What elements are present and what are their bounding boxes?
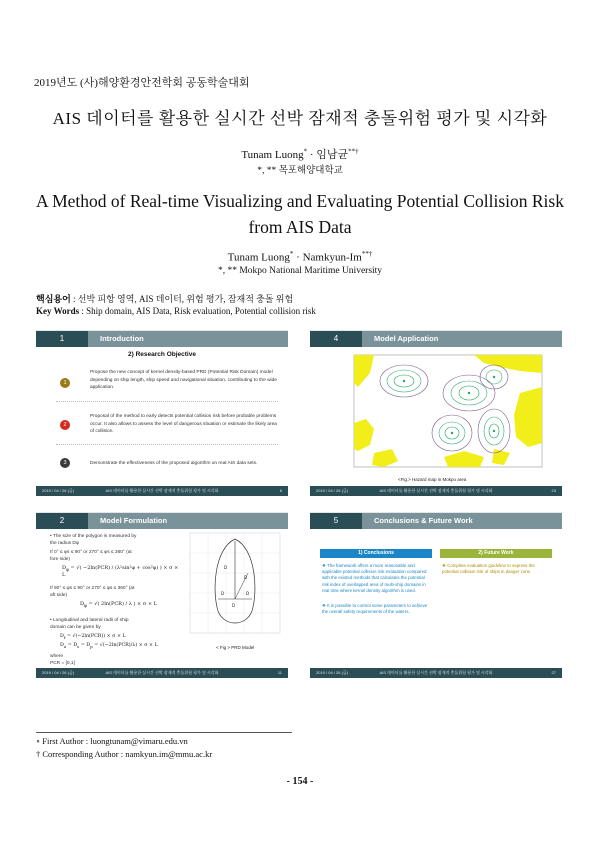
formulation-line-2: the radius Dφ [50,541,79,546]
slide-footer: 2019 / 04 / 26 (금) AIS 데이터를 활용한 실시간 선박 잠재적 충돌위험 평가 및 시각화 11 [36,668,288,678]
bullet-2: 2 [60,420,70,430]
slide-title: Conclusions & Future Work [362,513,562,529]
slide-title: Model Formulation [88,513,288,529]
objective-3: Demonstrate the effectiveness of the proposed algorithm on real AIS data sets. [90,461,258,466]
formulation-line-9: where [50,654,64,659]
svg-text:D: D [221,591,225,596]
slide-title: Model Application [362,331,562,347]
english-title: A Method of Real-time Visualizing and Evaluating Potential Collision Risk from AIS Data [36,191,564,237]
formulation-line-8: domain can be given by [50,625,101,630]
slide-number: 1 [36,331,88,347]
formulation-line-6: aft side) [50,593,68,598]
formulation-line-7: • Longitudinal and lateral radii of ship [50,618,129,623]
svg-text:D: D [246,591,250,596]
formulation-line-1: • The size of the polygon is measured by [50,534,137,539]
conclusion-2: ❖ It is possible to control some parameters to achieve the overall safety requirements of the waters. [322,603,428,615]
slide-number: 4 [310,331,362,347]
conclusion-1: ❖ The framework offers a more reasonable and applicable potential collision risk evaluation compared with the existed methods that calculates the potential risk index of overlapped area of multi-ship domains in real time where kernel density algorithm is used. [322,563,427,593]
korean-keywords: 핵심용어 : 선박 피항 영역, AIS 데이터, 위험 평가, 잠재적 충돌 위험 [36,294,294,304]
hazard-map-figure [344,353,544,473]
formulation-line-3: If 0° ≤ φs ≤ 90° or 270° ≤ φs ≤ 360° (at [50,550,132,555]
bullet-1: 1 [60,378,70,388]
svg-text:D: D [232,603,236,608]
equation-aft: $D_\varphi$ = √( 2ln(PCR) / λ ) × σ × L [80,601,157,608]
footnote-first-author: ∘ First Author : luongtunam@vimaru.edu.vn [36,736,188,746]
figure-caption: < Fig > PRD Model [216,645,255,650]
english-affiliation: *, ** Mokpo National Maritime University [217,266,383,276]
conclusions-tag: 1) Conclusions [320,549,432,558]
slide-footer: 2019 / 04 / 26 (금) AIS 데이터를 활용한 실시간 선박 잠재적 충돌위험 평가 및 시각화 23 [310,486,562,496]
footnote-rule [36,732,292,733]
slide-model-application [310,330,562,496]
page-number: - 154 - [286,776,314,787]
svg-text:D: D [244,575,248,580]
slide-number: 5 [310,513,362,529]
equation-radii: $D_f = √(-2\ln(PCR)) \times \sigma \times L$ $D_a = D_s = D_p = √(-2\ln(PCR)/\lambda) \times \sigma \times L$ [60,634,158,649]
slide-introduction [36,330,288,496]
slide-conclusions [310,512,562,678]
slide-model-formulation [36,512,288,678]
slide-number: 2 [36,513,88,529]
english-keywords: Key Words : Ship domain, AIS Data, Risk evaluation, Potential collision risk [36,306,316,316]
slide-footer: 2019 / 04 / 26 (금) AIS 데이터를 활용한 실시간 선박 잠재적 충돌위험 평가 및 시각화 6 [36,486,288,496]
prd-model-figure [186,531,282,643]
korean-affiliation: *, ** 목포해양대학교 [257,166,343,176]
korean-title: AIS 데이터를 활용한 실시간 선박 잠재적 충돌위험 평가 및 시각화 [52,109,548,128]
svg-text:D: D [224,565,228,570]
future-work-tag: 2) Future Work [440,549,552,558]
footnote-corresponding-author: † Corresponding Author : namkyun.im@mmu.ac.kr [36,749,213,759]
equation-fore: $D_\varphi$ = √( −2ln(PCR) / (λ²sin²φ + cos²φ) ) × σ × L [62,565,179,578]
formulation-line-4: fore side) [50,557,70,562]
slide-subtitle: 2) Research Objective [128,351,196,358]
objective-2: Proposal of the method to early detects potential collision risk before probable problems occur. It also allows to assess the level of dangerous situation or estimate the likely area of collision. [90,414,277,434]
conference-header: 2019년도 (사)해양환경안전학회 공동학술대회 [34,77,250,89]
formulation-line-5: If 90° ≤ φs ≤ 90° or 270° ≤ φs ≤ 360° (at [50,586,135,591]
bullet-3: 3 [60,458,70,468]
korean-authors: Tunam Luong* · 임남균**† [241,147,359,161]
future-work-1: ❖ Complete evaluation guideline to express the potential collision risk of ships in danger zone. [442,563,535,575]
english-authors: Tunam Luong* · Namkyun-Im**† [227,250,373,264]
objective-1: Propose the new concept of kernel density-based PRD (Potential Risk Domain) model depending on ship length, ship speed and navigational situation, contributing to the wide application. [90,370,277,390]
slide-title: Introduction [88,331,288,347]
formulation-line-10: PCR = [0,1] [50,661,75,666]
slide-footer: 2019 / 04 / 26 (금) AIS 데이터를 활용한 실시간 선박 잠재적 충돌위험 평가 및 시각화 27 [310,668,562,678]
figure-caption: <Fig.> Hazard map in Mokpo area [398,477,467,482]
